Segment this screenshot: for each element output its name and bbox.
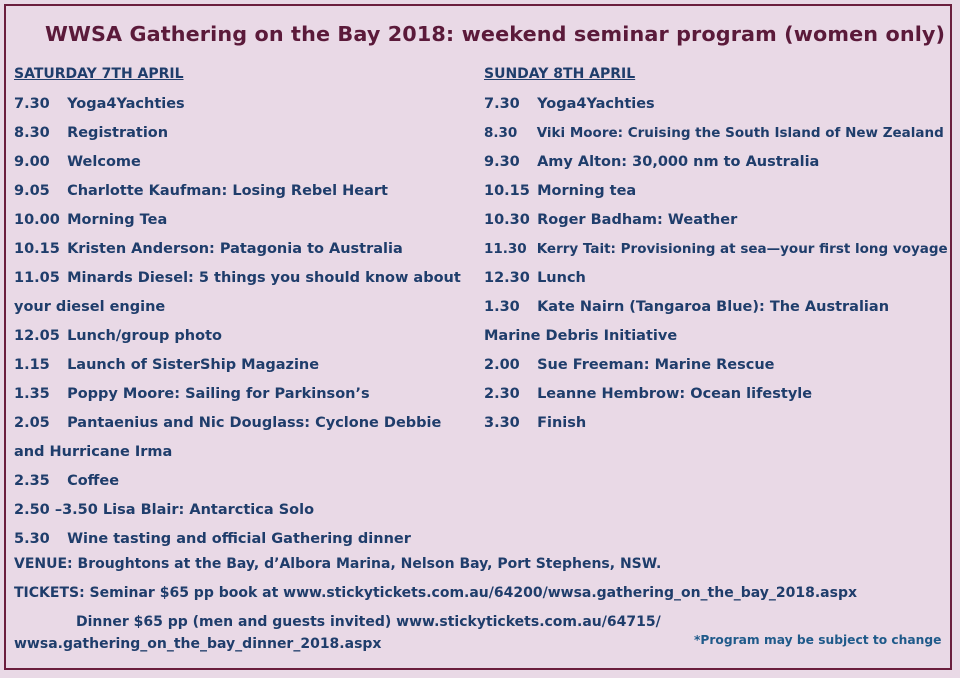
saturday-heading: SATURDAY 7TH APRIL bbox=[14, 66, 184, 82]
venue-line: VENUE: Broughtons at the Bay, d’Albora Marina, Nelson Bay, Port Stephens, NSW. bbox=[14, 556, 662, 572]
schedule-item: 12.30 Lunch bbox=[484, 270, 586, 286]
schedule-item: 1.35 Poppy Moore: Sailing for Parkinson’s bbox=[14, 386, 370, 402]
schedule-item: 3.30 Finish bbox=[484, 415, 587, 431]
schedule-item: 11.30 Kerry Tait: Provisioning at sea—your first long voyage bbox=[484, 241, 948, 257]
schedule-item: 1.15 Launch of SisterShip Magazine bbox=[14, 357, 320, 373]
dinner-url-line: wwsa.gathering_on_the_bay_dinner_2018.aspx bbox=[14, 636, 382, 652]
schedule-item: 1.30 Kate Nairn (Tangaroa Blue): The Australian Marine Debris Initiative bbox=[484, 299, 890, 344]
saturday-column bbox=[14, 62, 476, 554]
schedule-item: 10.15 Kristen Anderson: Patagonia to Australia bbox=[14, 241, 403, 257]
schedule-item: 9.05 Charlotte Kaufman: Losing Rebel Heart bbox=[14, 183, 388, 199]
schedule-item: 8.30 Viki Moore: Cruising the South Island of New Zealand bbox=[484, 125, 944, 141]
schedule-item: 2.00 Sue Freeman: Marine Rescue bbox=[484, 357, 775, 373]
sunday-heading: SUNDAY 8TH APRIL bbox=[484, 66, 636, 82]
schedule-item: 10.30 Roger Badham: Weather bbox=[484, 212, 738, 228]
schedule-item: 2.30 Leanne Hembrow: Ocean lifestyle bbox=[484, 386, 813, 402]
page-title: WWSA Gathering on the Bay 2018: weekend seminar program (women only) bbox=[45, 22, 946, 46]
schedule-item: 9.30 Amy Alton: 30,000 nm to Australia bbox=[484, 154, 820, 170]
sunday-column bbox=[484, 62, 946, 438]
schedule-item: 8.30 Registration bbox=[14, 125, 169, 141]
schedule-item: 10.15 Morning tea bbox=[484, 183, 637, 199]
schedule-item: 7.30 Yoga4Yachties bbox=[484, 96, 655, 112]
schedule-item: 11.05 Minards Diesel: 5 things you should know about your diesel engine bbox=[14, 270, 461, 315]
schedule-item: 7.30 Yoga4Yachties bbox=[14, 96, 185, 112]
schedule-item: 2.35 Coffee bbox=[14, 473, 120, 489]
schedule-item: 2.05 Pantaenius and Nic Douglass: Cyclone Debbie and Hurricane Irma bbox=[14, 415, 442, 460]
schedule-item: 5.30 Wine tasting and official Gathering dinner bbox=[14, 531, 411, 547]
tickets-line: TICKETS: Seminar $65 pp book at www.stickytickets.com.au/64200/wwsa.gathering_on_the_bay_2018.aspx bbox=[14, 585, 857, 601]
schedule-item: 10.00 Morning Tea bbox=[14, 212, 168, 228]
disclaimer-note: *Program may be subject to change bbox=[694, 633, 942, 647]
schedule-item: 2.50 –3.50 Lisa Blair: Antarctica Solo bbox=[14, 502, 315, 518]
schedule-item: 12.05 Lunch/group photo bbox=[14, 328, 222, 344]
schedule-item: 9.00 Welcome bbox=[14, 154, 141, 170]
dinner-line: Dinner $65 pp (men and guests invited) www.stickytickets.com.au/64715/ bbox=[76, 614, 661, 630]
